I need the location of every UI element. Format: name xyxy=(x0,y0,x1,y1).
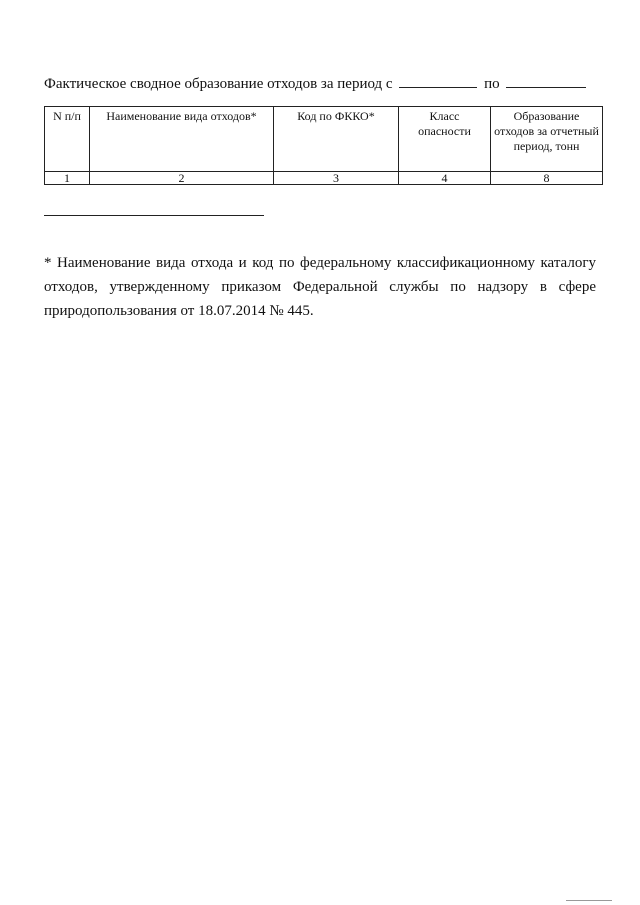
header-waste-generation: Образование отходов за отчетный период, тонн xyxy=(491,107,603,172)
column-number-cell: 3 xyxy=(274,172,399,185)
footnote-separator xyxy=(44,215,264,216)
period-end-blank xyxy=(506,74,586,88)
table-row xyxy=(45,172,603,185)
header-fkko-code: Код по ФККО* xyxy=(274,107,399,172)
header-number: N п/п xyxy=(45,107,90,172)
column-number-cell: 4 xyxy=(399,172,491,185)
table-header-row xyxy=(45,107,603,172)
waste-table xyxy=(44,106,603,185)
column-number-cell: 1 xyxy=(45,172,90,185)
period-start-blank xyxy=(399,74,477,88)
header-hazard-class: Класс опасности xyxy=(399,107,491,172)
header-waste-name: Наименование вида отходов* xyxy=(90,107,274,172)
page-corner-mark xyxy=(566,900,612,901)
footnote-text: * Наименование вида отхода и код по федеральному классификационному каталогу отходов, утвержденному приказом Федеральной службы по надзору в сфере природопользования от 18.07.2014 № 445. xyxy=(44,255,596,319)
heading-text-middle: по xyxy=(484,76,500,92)
table-body xyxy=(45,172,603,185)
column-number-cell: 2 xyxy=(90,172,274,185)
column-number-cell: 8 xyxy=(491,172,603,185)
heading-text-before: Фактическое сводное образование отходов за период с xyxy=(44,76,393,92)
report-heading xyxy=(44,74,589,93)
table-header xyxy=(45,107,603,172)
